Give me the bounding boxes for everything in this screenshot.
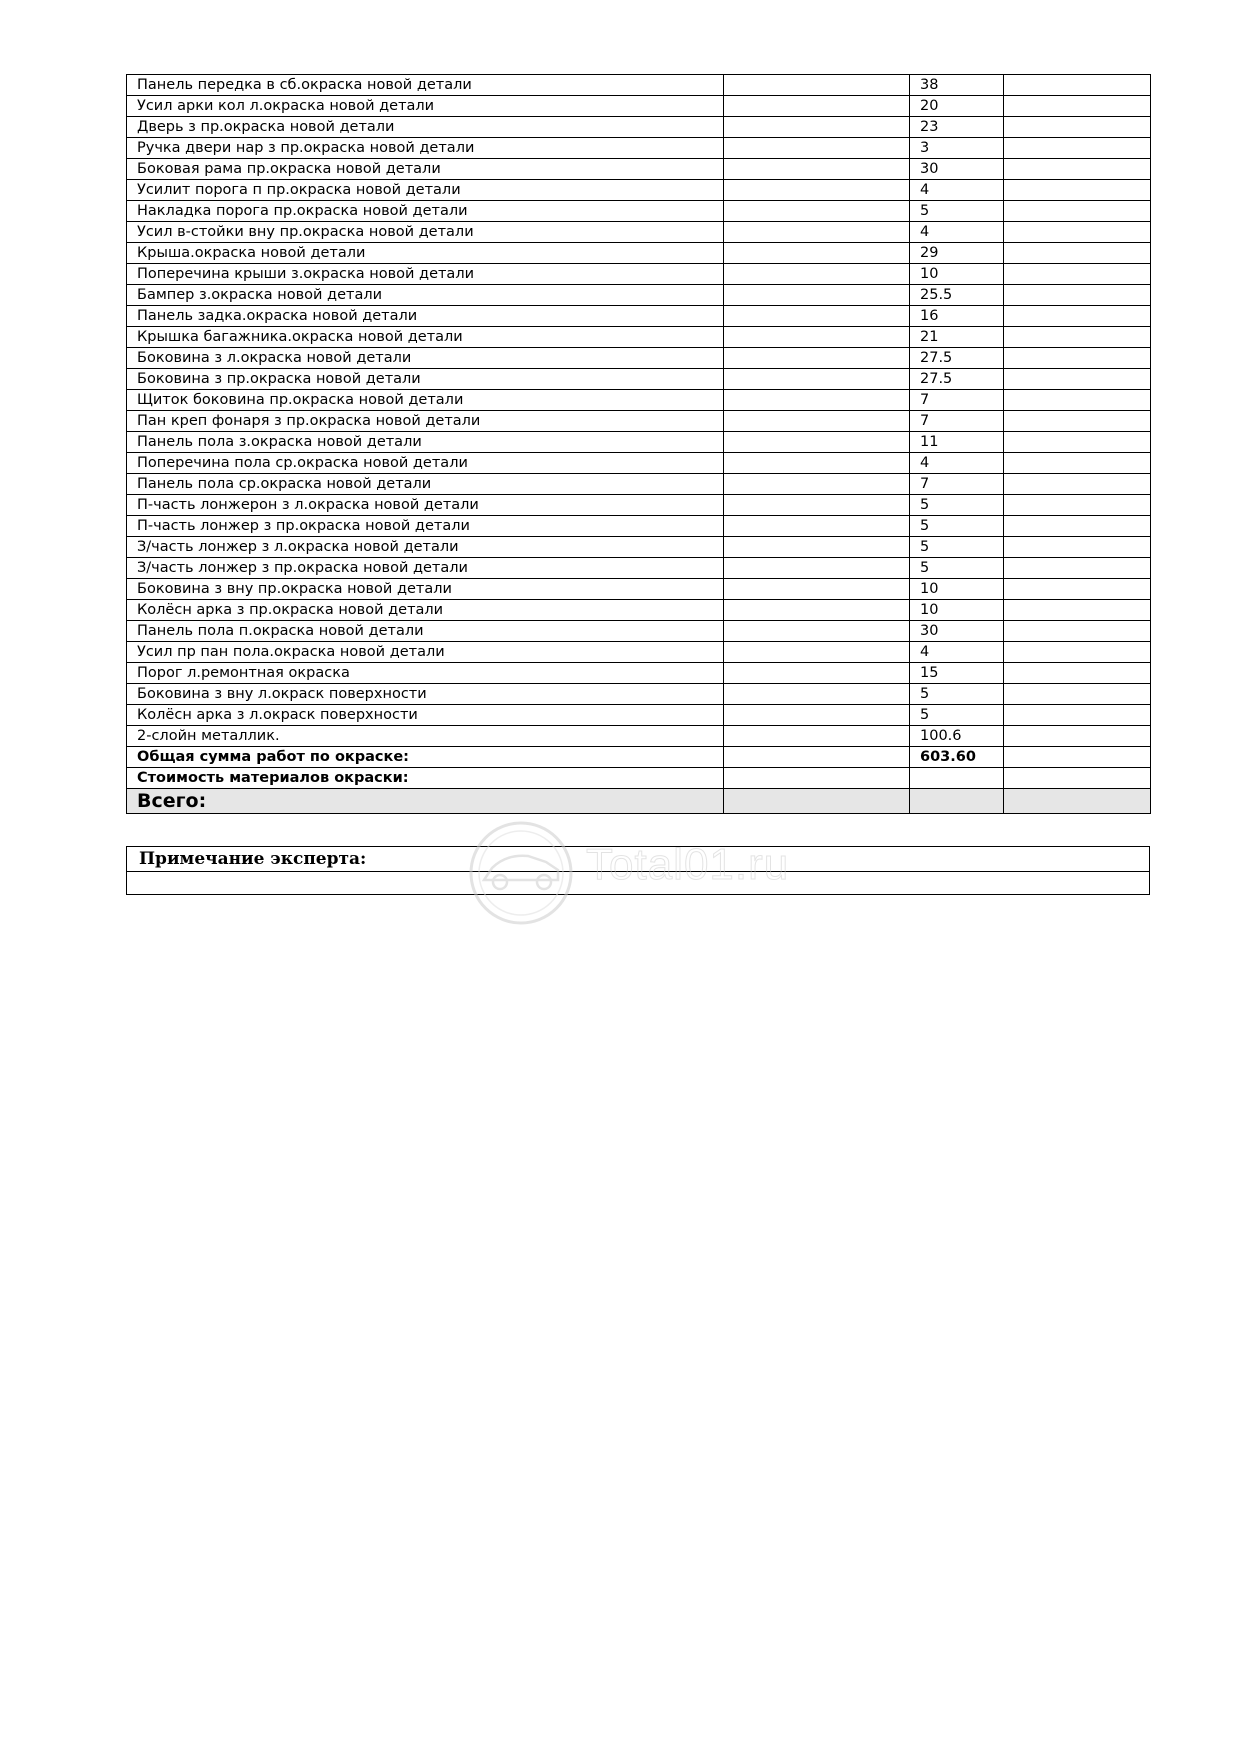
empty-cell [1004,264,1151,285]
norm-hours-cell: 21 [910,327,1004,348]
part-operation-cell: Усил в-стойки вну пр.окраска новой детали [127,222,724,243]
expert-notes-title: Примечание эксперта: [127,847,1150,872]
norm-hours-cell: 3 [910,138,1004,159]
part-operation-cell: Крышка багажника.окраска новой детали [127,327,724,348]
empty-cell [910,789,1004,814]
empty-cell [1004,453,1151,474]
empty-cell [1004,726,1151,747]
part-operation-cell: З/часть лонжер з л.окраска новой детали [127,537,724,558]
norm-hours-cell: 11 [910,432,1004,453]
table-row [127,348,1151,369]
empty-cell [1004,327,1151,348]
norm-hours-cell: 7 [910,474,1004,495]
norm-hours-cell: 10 [910,600,1004,621]
empty-cell [1004,747,1151,768]
part-operation-cell: Поперечина пола ср.окраска новой детали [127,453,724,474]
table-row [127,180,1151,201]
part-operation-cell: Боковина з л.окраска новой детали [127,348,724,369]
grand-total-label: Всего: [127,789,724,814]
grand-total-row [127,789,1151,814]
part-operation-cell: Боковина з вну л.окраск поверхности [127,684,724,705]
table-row [127,243,1151,264]
table-row [127,663,1151,684]
empty-cell [1004,516,1151,537]
norm-hours-cell: 10 [910,579,1004,600]
empty-cell [724,747,910,768]
table-row [127,264,1151,285]
empty-cell [1004,600,1151,621]
empty-cell [1004,663,1151,684]
part-operation-cell: З/часть лонжер з пр.окраска новой детали [127,558,724,579]
part-operation-cell: Усил пр пан пола.окраска новой детали [127,642,724,663]
empty-cell [724,243,910,264]
empty-cell [1004,411,1151,432]
empty-cell [1004,768,1151,789]
empty-cell [724,579,910,600]
empty-cell [1004,348,1151,369]
norm-hours-cell: 5 [910,705,1004,726]
table-row [127,495,1151,516]
empty-cell [724,705,910,726]
norm-hours-cell: 5 [910,558,1004,579]
empty-cell [1004,285,1151,306]
expert-notes-body [127,872,1150,895]
norm-hours-cell: 4 [910,642,1004,663]
part-operation-cell: Пан креп фонаря з пр.окраска новой детали [127,411,724,432]
paint-work-total-label: Общая сумма работ по окраске: [127,747,724,768]
part-operation-cell: Панель пола ср.окраска новой детали [127,474,724,495]
empty-cell [1004,558,1151,579]
norm-hours-cell: 5 [910,684,1004,705]
part-operation-cell: Панель пола п.окраска новой детали [127,621,724,642]
empty-cell [724,285,910,306]
table-row [127,306,1151,327]
table-row [127,222,1151,243]
part-operation-cell: Поперечина крыши з.окраска новой детали [127,264,724,285]
empty-cell [1004,138,1151,159]
empty-cell [1004,474,1151,495]
table-row [127,327,1151,348]
empty-cell [1004,96,1151,117]
table-row [127,138,1151,159]
part-operation-cell: Панель пола з.окраска новой детали [127,432,724,453]
empty-cell [724,369,910,390]
empty-cell [724,159,910,180]
empty-cell [724,327,910,348]
materials-cost-value [910,768,1004,789]
empty-cell [1004,579,1151,600]
part-operation-cell: Боковина з пр.окраска новой детали [127,369,724,390]
empty-cell [724,390,910,411]
table-row [127,411,1151,432]
empty-cell [724,411,910,432]
table-row [127,453,1151,474]
empty-cell [724,306,910,327]
norm-hours-cell: 10 [910,264,1004,285]
norm-hours-cell: 23 [910,117,1004,138]
empty-cell [1004,306,1151,327]
empty-cell [1004,159,1151,180]
empty-cell [724,621,910,642]
part-operation-cell: Панель задка.окраска новой детали [127,306,724,327]
norm-hours-cell: 5 [910,495,1004,516]
part-operation-cell: Колёсн арка з пр.окраска новой детали [127,600,724,621]
empty-cell [724,117,910,138]
norm-hours-cell: 30 [910,621,1004,642]
paint-work-table [126,74,1151,814]
table-row [127,537,1151,558]
empty-cell [724,264,910,285]
norm-hours-cell: 16 [910,306,1004,327]
norm-hours-cell: 29 [910,243,1004,264]
empty-cell [724,432,910,453]
empty-cell [724,453,910,474]
norm-hours-cell: 27.5 [910,348,1004,369]
empty-cell [1004,201,1151,222]
empty-cell [724,180,910,201]
table-row [127,579,1151,600]
part-operation-cell: Порог л.ремонтная окраска [127,663,724,684]
norm-hours-cell: 25.5 [910,285,1004,306]
empty-cell [724,495,910,516]
table-row [127,516,1151,537]
table-row [127,642,1151,663]
norm-hours-cell: 4 [910,453,1004,474]
table-row [127,201,1151,222]
empty-cell [1004,432,1151,453]
table-row [127,621,1151,642]
empty-cell [1004,621,1151,642]
norm-hours-cell: 5 [910,537,1004,558]
norm-hours-cell: 5 [910,516,1004,537]
table-row [127,600,1151,621]
norm-hours-cell: 38 [910,75,1004,96]
norm-hours-cell: 20 [910,96,1004,117]
watermark-text: Total01.ru [586,840,790,889]
materials-cost-row [127,768,1151,789]
empty-cell [1004,642,1151,663]
part-operation-cell: Колёсн арка з л.окраск поверхности [127,705,724,726]
part-operation-cell: Ручка двери нар з пр.окраска новой детали [127,138,724,159]
part-operation-cell: Усил арки кол л.окраска новой детали [127,96,724,117]
empty-cell [724,348,910,369]
norm-hours-cell: 4 [910,180,1004,201]
part-operation-cell: Усилит порога п пр.окраска новой детали [127,180,724,201]
table-row [127,96,1151,117]
empty-cell [724,768,910,789]
part-operation-cell: П-часть лонжерон з л.окраска новой детали [127,495,724,516]
norm-hours-cell: 7 [910,411,1004,432]
part-operation-cell: Крыша.окраска новой детали [127,243,724,264]
empty-cell [1004,180,1151,201]
empty-cell [724,474,910,495]
empty-cell [1004,222,1151,243]
table-row [127,726,1151,747]
empty-cell [1004,369,1151,390]
empty-cell [724,642,910,663]
empty-cell [1004,390,1151,411]
empty-cell [1004,537,1151,558]
table-row [127,474,1151,495]
paint-work-total-row [127,747,1151,768]
table-row [127,369,1151,390]
empty-cell [724,663,910,684]
empty-cell [1004,789,1151,814]
part-operation-cell: П-часть лонжер з пр.окраска новой детали [127,516,724,537]
norm-hours-cell: 5 [910,201,1004,222]
empty-cell [724,75,910,96]
empty-cell [724,201,910,222]
table-row [127,432,1151,453]
norm-hours-cell: 4 [910,222,1004,243]
table-row [127,684,1151,705]
empty-cell [724,726,910,747]
empty-cell [724,96,910,117]
empty-cell [724,789,910,814]
table-row [127,117,1151,138]
table-row [127,558,1151,579]
empty-cell [724,600,910,621]
empty-cell [724,558,910,579]
empty-cell [724,222,910,243]
norm-hours-cell: 100.6 [910,726,1004,747]
empty-cell [1004,495,1151,516]
part-operation-cell: Боковая рама пр.окраска новой детали [127,159,724,180]
table-row [127,285,1151,306]
norm-hours-cell: 27.5 [910,369,1004,390]
empty-cell [724,537,910,558]
empty-cell [1004,117,1151,138]
part-operation-cell: Накладка порога пр.окраска новой детали [127,201,724,222]
paint-rows [127,75,1151,747]
empty-cell [1004,705,1151,726]
part-operation-cell: Бампер з.окраска новой детали [127,285,724,306]
empty-cell [724,138,910,159]
empty-cell [1004,684,1151,705]
materials-cost-label: Стоимость материалов окраски: [127,768,724,789]
part-operation-cell: Дверь з пр.окраска новой детали [127,117,724,138]
table-row [127,75,1151,96]
empty-cell [724,516,910,537]
empty-cell [1004,243,1151,264]
norm-hours-cell: 30 [910,159,1004,180]
empty-cell [724,684,910,705]
table-row [127,705,1151,726]
table-row [127,159,1151,180]
part-operation-cell: Панель передка в сб.окраска новой детали [127,75,724,96]
expert-notes-table [126,846,1150,895]
part-operation-cell: Боковина з вну пр.окраска новой детали [127,579,724,600]
paint-work-total-value: 603.60 [910,747,1004,768]
empty-cell [1004,75,1151,96]
norm-hours-cell: 15 [910,663,1004,684]
part-operation-cell: 2-слойн металлик. [127,726,724,747]
table-row [127,390,1151,411]
part-operation-cell: Щиток боковина пр.окраска новой детали [127,390,724,411]
norm-hours-cell: 7 [910,390,1004,411]
